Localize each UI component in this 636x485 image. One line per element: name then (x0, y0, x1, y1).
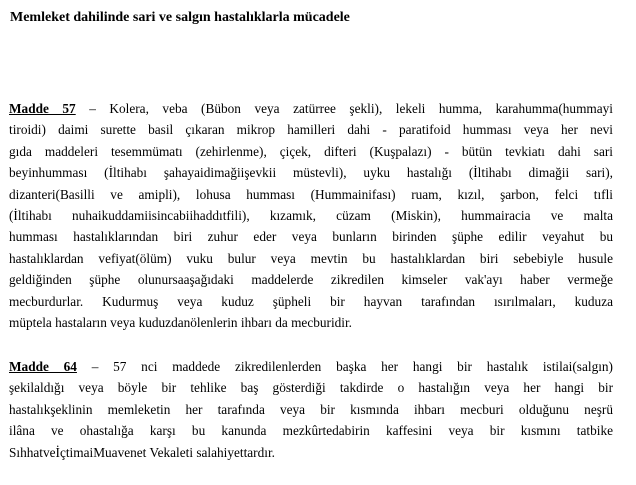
article-line (9, 356, 613, 377)
article-line: ilâna ve ohastalığa karşı bu kanunda mezkûrtedabirin kaffesini veya bir kısmını tatbike (9, 423, 613, 439)
article-line: şekilaldığı veya böyle bir tehlike baş gösterdiği takdirde o hastalığın veya her hangi bir (9, 380, 613, 396)
article-text: – Kolera, veba (Bübon veya zatürree şekli), lekeli humma, karahumma(hummayi (75, 101, 613, 116)
article-line: hastalıklardan vefiyat(ölüm) vuku bulur veya mevtin bu hastalıklardan biri sebebiyle husule (9, 250, 613, 266)
document-title: Memleket dahilinde sari ve salgın hastalıklarla mücadele (10, 10, 350, 25)
article-line: SıhhatveİçtimaiMuavenet Vekaleti salahiyettardır. (9, 444, 275, 460)
article-line: tiroidi) daimi surette basil çıkaran mikrop hamilleri dahi - paratifoid humması veya her nevi (9, 122, 613, 138)
article-line: müptela hastaların veya kuduzdanölenlerin ihbarı da mecburidir. (9, 315, 353, 331)
article-64 (9, 356, 613, 463)
article-text: – 57 nci maddede zikredilenlerden başka her hangi bir hastalık istilai(salgın) (76, 359, 613, 374)
article-label: Madde 64 (9, 359, 77, 374)
article-57 (9, 98, 613, 333)
article-line: humması hastalıklarından biri zuhur eder veya bunların birinden şüphe edilir veyahut bu (9, 229, 613, 245)
article-line: geldiğinden şüphe olunursaaşağıdaki maddelerde zikredilen kimseler vak'ayı haber vermeğe (9, 272, 613, 288)
article-line (9, 98, 613, 119)
article-line: dizanteri(Basilli ve amipli), lohusa humması (Hummainifası) ruam, kızıl, şarbon, felci tıfli (9, 186, 613, 202)
article-label: Madde 57 (9, 101, 76, 116)
article-line: hastalıkşeklinin memleketin her tarafında veya bir kısmında ihbarı mecburi olduğunu neşrü (9, 401, 613, 417)
article-line: mecburdurlar. Kudurmuş veya kuduz şüpheli bir hayvan tarafından ısırılmaları, kuduza (9, 293, 613, 309)
article-line: (İltihabı nuhaikuddamiisincabiihaddıtfili), kızamık, cüzam (Miskin), hummairacia ve malta (9, 208, 613, 224)
article-line: beyinhumması (İltihabı şahayaidimağiişevkii müstevli), uyku hastalığı (İltihabı dimağii sari), (9, 165, 613, 181)
article-line: gıda maddeleri tesemmümatı (zehirlenme), çiçek, difteri (Kuşpalazı) - bütün tevkiatı dahi sari (9, 143, 613, 159)
